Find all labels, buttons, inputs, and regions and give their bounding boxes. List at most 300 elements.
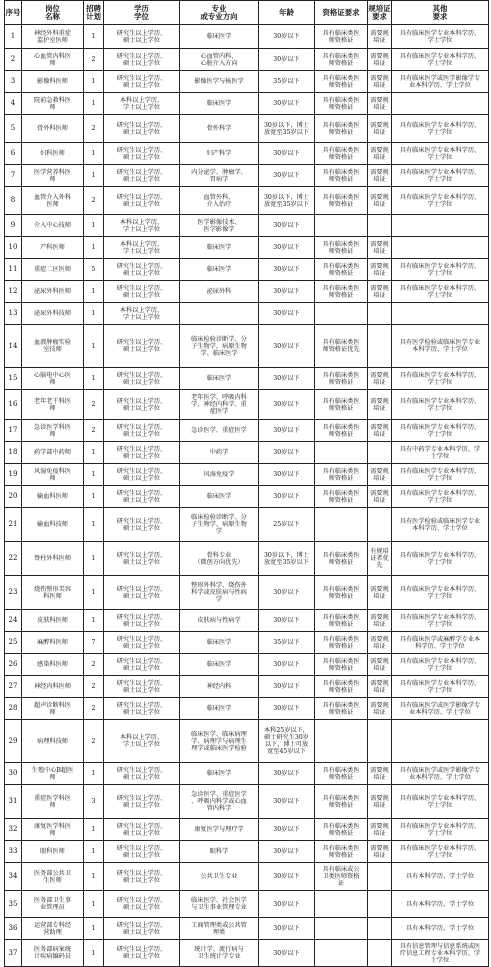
- major-requirement: 妇产科学: [180, 143, 259, 165]
- post-name: 生殖中心B超医 师: [22, 763, 84, 785]
- certificate-requirement: 具有临床类医 师资格证: [315, 632, 368, 654]
- major-requirement: [180, 303, 259, 325]
- age-requirement: 30岁以下，博士 放宽至35岁以下: [259, 542, 315, 576]
- row-number: 9: [5, 215, 22, 237]
- major-requirement: 整形外科学、烧伤外 科学或皮肤病与性病 学: [180, 576, 259, 610]
- recruitment-table: [4, 0, 489, 967]
- major-requirement: 临床医学: [180, 632, 259, 654]
- post-name: 血管介入外科 医师: [22, 187, 84, 215]
- major-requirement: 临床医学: [180, 93, 259, 115]
- hiring-plan: 1: [84, 442, 104, 464]
- table-row: [5, 187, 489, 215]
- other-requirement: 具有本科学历、学士学位: [392, 891, 489, 918]
- row-number: 32: [5, 819, 22, 841]
- other-requirement: 具有临床医学专业本科学历、 学士学位: [392, 49, 489, 71]
- education-requirement: 研究生以上学历、 硕士以上学位: [104, 841, 180, 863]
- age-requirement: 35岁以下: [259, 71, 315, 93]
- post-name: 麻醉科医师: [22, 632, 84, 654]
- table-row: [5, 215, 489, 237]
- training-certificate: 需要规 培证: [368, 165, 392, 187]
- post-name: 医务部病案统 计疾病编码员: [22, 940, 84, 967]
- education-requirement: 研究生以上学历、 硕士以上学位: [104, 187, 180, 215]
- hiring-plan: 1: [84, 143, 104, 165]
- header-education: 学历 学位: [104, 1, 180, 25]
- education-requirement: 研究生以上学历、 硕士以上学位: [104, 71, 180, 93]
- major-requirement: 急诊医学、重症医学: [180, 420, 259, 442]
- certificate-requirement: 具有临床类医 师资格证: [315, 542, 368, 576]
- certificate-requirement: [315, 720, 368, 763]
- recruitment-table-container: [4, 0, 488, 967]
- certificate-requirement: 具有临床类医 师资格证: [315, 698, 368, 720]
- certificate-requirement: [315, 940, 368, 967]
- table-row: [5, 918, 489, 940]
- training-certificate: 需要规 培证: [368, 576, 392, 610]
- table-row: [5, 785, 489, 819]
- training-certificate: 需要规 培证: [368, 676, 392, 698]
- certificate-requirement: 具有临床类医 师资格证: [315, 486, 368, 508]
- education-requirement: 研究生以上学历、 硕士以上学位: [104, 25, 180, 49]
- training-certificate: 需要规 培证: [368, 93, 392, 115]
- training-certificate: 有规培 证者优 先: [368, 542, 392, 576]
- training-certificate: 需要规 培证: [368, 281, 392, 303]
- other-requirement: 具有信息管理与信息系统或医 疗信息工程专业本科学历、学 士学位: [392, 940, 489, 967]
- certificate-requirement: 具有临床类医 师资格证: [315, 25, 368, 49]
- age-requirement: 30岁以下: [259, 891, 315, 918]
- other-requirement: 具有本科学历、学士学位: [392, 918, 489, 940]
- education-requirement: 研究生以上学历、 硕士以上学位: [104, 165, 180, 187]
- major-requirement: 临床医学、社会医学 与卫生事业管理专业: [180, 891, 259, 918]
- other-requirement: 具有临床医学或医学影像学专 业本科学历、学士学位: [392, 698, 489, 720]
- table-row: [5, 720, 489, 763]
- certificate-requirement: 具有临床类医 师资格证: [315, 785, 368, 819]
- header-post: 岗位 名称: [22, 1, 84, 25]
- age-requirement: 35岁以下: [259, 632, 315, 654]
- row-number: 5: [5, 115, 22, 143]
- major-requirement: 风湿免疫学: [180, 464, 259, 486]
- major-requirement: 医学影像技术、 医学影像学: [180, 215, 259, 237]
- major-requirement: 骨外科学: [180, 115, 259, 143]
- post-name: 院前急救科医 师: [22, 93, 84, 115]
- table-row: [5, 632, 489, 654]
- post-name: 风湿免疫科医 师: [22, 464, 84, 486]
- certificate-requirement: [315, 303, 368, 325]
- post-name: 运营部专科经 营助理: [22, 918, 84, 940]
- other-requirement: 具有临床医学或麻醉学专业本 科学历、学士学位: [392, 632, 489, 654]
- header-major: 专业 或专业方向: [180, 1, 259, 25]
- row-number: 22: [5, 542, 22, 576]
- other-requirement: 具有临床医学专业本科学历、 学士学位: [392, 143, 489, 165]
- post-name: 医务部公共卫 生医师: [22, 863, 84, 891]
- certificate-requirement: 具有临床类医 师资格证: [315, 187, 368, 215]
- education-requirement: 研究生以上学历、 硕士以上学位: [104, 576, 180, 610]
- age-requirement: 30岁以下: [259, 863, 315, 891]
- age-requirement: 30岁以下: [259, 281, 315, 303]
- training-certificate: 需要规 培证: [368, 143, 392, 165]
- table-row: [5, 93, 489, 115]
- age-requirement: 30岁以下: [259, 763, 315, 785]
- table-row: [5, 863, 489, 891]
- hiring-plan: 5: [84, 259, 104, 281]
- age-requirement: 30岁以下: [259, 368, 315, 390]
- training-certificate: 需要规 培证: [368, 368, 392, 390]
- education-requirement: 研究生以上学历、 硕士以上学位: [104, 698, 180, 720]
- major-requirement: 血管外科、 介入治疗: [180, 187, 259, 215]
- age-requirement: 30岁以下: [259, 420, 315, 442]
- post-name: 血液肿瘤实验 室技师: [22, 325, 84, 368]
- row-number: 4: [5, 93, 22, 115]
- age-requirement: 30岁以下: [259, 918, 315, 940]
- education-requirement: 研究生以上学历、 硕士以上学位: [104, 632, 180, 654]
- education-requirement: 本科以上学历、 学士以上学位: [104, 720, 180, 763]
- education-requirement: 本科以上学历、 学士以上学位: [104, 93, 180, 115]
- hiring-plan: 1: [84, 918, 104, 940]
- other-requirement: [392, 237, 489, 259]
- row-number: 26: [5, 654, 22, 676]
- training-certificate: 需要规 培证: [368, 237, 392, 259]
- age-requirement: 30岁以下: [259, 237, 315, 259]
- hiring-plan: 1: [84, 237, 104, 259]
- certificate-requirement: [315, 215, 368, 237]
- row-number: 3: [5, 71, 22, 93]
- major-requirement: 急诊医学、重症医学 、呼吸内科学或心血 管内科学: [180, 785, 259, 819]
- hiring-plan: 1: [84, 819, 104, 841]
- hiring-plan: 1: [84, 464, 104, 486]
- row-number: 31: [5, 785, 22, 819]
- major-requirement: 老年医学、呼吸内科 学、神经内科学、重 症医学: [180, 390, 259, 420]
- age-requirement: 30岁以下: [259, 654, 315, 676]
- hiring-plan: 1: [84, 763, 104, 785]
- training-certificate: 需要规 培证: [368, 610, 392, 632]
- hiring-plan: 2: [84, 390, 104, 420]
- table-row: [5, 237, 489, 259]
- other-requirement: 具有临床医学专业本科学历、 学士学位: [392, 486, 489, 508]
- table-row: [5, 763, 489, 785]
- table-body: [5, 25, 489, 967]
- major-requirement: 临床检验诊断学、分 子生物学、病原生物 学: [180, 508, 259, 542]
- certificate-requirement: 具有临床类医 师资格证: [315, 71, 368, 93]
- row-number: 29: [5, 720, 22, 763]
- hiring-plan: 1: [84, 841, 104, 863]
- post-name: 妇科医师: [22, 143, 84, 165]
- major-requirement: 临床医学: [180, 654, 259, 676]
- row-number: 35: [5, 891, 22, 918]
- hiring-plan: 2: [84, 420, 104, 442]
- age-requirement: 25岁以下: [259, 508, 315, 542]
- major-requirement: 临床医学: [180, 486, 259, 508]
- major-requirement: 皮肤病与性病学: [180, 610, 259, 632]
- post-name: 神经内科医师: [22, 676, 84, 698]
- post-name: 皮肤科医师: [22, 610, 84, 632]
- table-row: [5, 486, 489, 508]
- age-requirement: 30岁以下: [259, 486, 315, 508]
- training-certificate: 需要规 培证: [368, 187, 392, 215]
- education-requirement: 研究生以上学历、 硕士以上学位: [104, 940, 180, 967]
- age-requirement: 30岁以下: [259, 215, 315, 237]
- hiring-plan: 1: [84, 863, 104, 891]
- row-number: 18: [5, 442, 22, 464]
- table-row: [5, 368, 489, 390]
- hiring-plan: 1: [84, 576, 104, 610]
- training-certificate: 需要规 培证: [368, 390, 392, 420]
- other-requirement: 具有临床医学或医学影像学专 业本科学历、学士学位: [392, 763, 489, 785]
- row-number: 20: [5, 486, 22, 508]
- post-name: 超声诊断科医 师: [22, 698, 84, 720]
- certificate-requirement: [315, 891, 368, 918]
- education-requirement: 研究生以上学历、 硕士以上学位: [104, 819, 180, 841]
- table-row: [5, 542, 489, 576]
- row-number: 30: [5, 763, 22, 785]
- table-row: [5, 442, 489, 464]
- major-requirement: 内分泌学、肿瘤学、 胃病学: [180, 165, 259, 187]
- row-number: 12: [5, 281, 22, 303]
- age-requirement: 30岁以下: [259, 940, 315, 967]
- major-requirement: 临床医学: [180, 25, 259, 49]
- training-certificate: [368, 303, 392, 325]
- table-row: [5, 576, 489, 610]
- row-number: 7: [5, 165, 22, 187]
- training-certificate: 需要规 培证: [368, 486, 392, 508]
- age-requirement: 30岁以下: [259, 819, 315, 841]
- training-certificate: [368, 325, 392, 368]
- certificate-requirement: 具有临床类医 师资格证: [315, 819, 368, 841]
- training-certificate: 需要规 培证: [368, 464, 392, 486]
- education-requirement: 研究生以上学历、 硕士以上学位: [104, 763, 180, 785]
- hiring-plan: 1: [84, 281, 104, 303]
- table-row: [5, 841, 489, 863]
- age-requirement: 30岁以下: [259, 259, 315, 281]
- major-requirement: 骨科专业 （微创方向优先）: [180, 542, 259, 576]
- table-row: [5, 508, 489, 542]
- header-no: 序号: [5, 1, 22, 25]
- post-name: 重症医学科医 师: [22, 785, 84, 819]
- certificate-requirement: 具有临床类医 师资格证: [315, 259, 368, 281]
- major-requirement: 中药学: [180, 442, 259, 464]
- hiring-plan: 1: [84, 508, 104, 542]
- post-name: 重症二区医师: [22, 259, 84, 281]
- other-requirement: 具有临床医学专业本科学历、 学士学位: [392, 542, 489, 576]
- table-row: [5, 281, 489, 303]
- row-number: 21: [5, 508, 22, 542]
- training-certificate: [368, 442, 392, 464]
- certificate-requirement: 具有临床类医 师资格证: [315, 281, 368, 303]
- training-certificate: [368, 215, 392, 237]
- other-requirement: 具有临床医学专业本科学历、 学士学位: [392, 785, 489, 819]
- certificate-requirement: 具有临床类医 师资格证: [315, 676, 368, 698]
- hiring-plan: 2: [84, 720, 104, 763]
- post-name: 眼科医师: [22, 841, 84, 863]
- other-requirement: 具有临床医学专业本科学历、 学士学位: [392, 165, 489, 187]
- training-certificate: 需要规 培证: [368, 632, 392, 654]
- education-requirement: 研究生以上学历、 硕士以上学位: [104, 49, 180, 71]
- training-certificate: 需要规 培证: [368, 71, 392, 93]
- table-row: [5, 940, 489, 967]
- age-requirement: 30岁以下: [259, 442, 315, 464]
- age-requirement: 30岁以下: [259, 165, 315, 187]
- age-requirement: 30岁以下: [259, 390, 315, 420]
- training-certificate: [368, 940, 392, 967]
- age-requirement: 30岁以下: [259, 785, 315, 819]
- hiring-plan: 1: [84, 93, 104, 115]
- hiring-plan: 1: [84, 71, 104, 93]
- table-row: [5, 464, 489, 486]
- major-requirement: 康复医学与理疗学: [180, 819, 259, 841]
- row-number: 13: [5, 303, 22, 325]
- training-certificate: 需要规 培证: [368, 763, 392, 785]
- post-name: 神经外科重症 监护室医师: [22, 25, 84, 49]
- hiring-plan: 7: [84, 632, 104, 654]
- certificate-requirement: 具有临床类医 师资格证: [315, 420, 368, 442]
- training-certificate: 需要规 培证: [368, 654, 392, 676]
- post-name: 医学营养科医 师: [22, 165, 84, 187]
- hiring-plan: 2: [84, 698, 104, 720]
- education-requirement: 研究生以上学历、 硕士以上学位: [104, 918, 180, 940]
- row-number: 33: [5, 841, 22, 863]
- age-requirement: 30岁以下: [259, 143, 315, 165]
- row-number: 14: [5, 325, 22, 368]
- hiring-plan: 3: [84, 785, 104, 819]
- post-name: 感染科医师: [22, 654, 84, 676]
- education-requirement: 研究生以上学历、 硕士以上学位: [104, 420, 180, 442]
- certificate-requirement: 具有临床类医 师资格证优先: [315, 325, 368, 368]
- post-name: 输血科医师: [22, 486, 84, 508]
- education-requirement: 研究生以上学历、 硕士以上学位: [104, 486, 180, 508]
- education-requirement: 研究生以上学历、 硕士以上学位: [104, 281, 180, 303]
- certificate-requirement: [315, 918, 368, 940]
- other-requirement: 具有本科学历、学士学位: [392, 863, 489, 891]
- table-row: [5, 676, 489, 698]
- table-row: [5, 654, 489, 676]
- education-requirement: 研究生以上学历、 硕士以上学位: [104, 610, 180, 632]
- major-requirement: 统计学、流行病与 卫生统计学专业: [180, 940, 259, 967]
- other-requirement: 具有医学检验或临床医学专业 本科学历、学士学位: [392, 508, 489, 542]
- other-requirement: 具有临床医学专业本科学历、 学士学位: [392, 841, 489, 863]
- major-requirement: 临床医学: [180, 698, 259, 720]
- table-row: [5, 25, 489, 49]
- table-row: [5, 325, 489, 368]
- row-number: 19: [5, 464, 22, 486]
- age-requirement: 30岁以下，博士 放宽至35岁以下: [259, 115, 315, 143]
- hiring-plan: 2: [84, 676, 104, 698]
- other-requirement: 具有临床医学专业本科学历、 学士学位: [392, 368, 489, 390]
- major-requirement: 心血管内科、 心脏介入方向: [180, 49, 259, 71]
- other-requirement: 具有临床医学专业本科学历、 学士学位: [392, 420, 489, 442]
- post-name: 心脑电中心医 师: [22, 368, 84, 390]
- other-requirement: 具有中药学专业本科学历、学 士学位: [392, 442, 489, 464]
- table-row: [5, 891, 489, 918]
- row-number: 27: [5, 676, 22, 698]
- row-number: 28: [5, 698, 22, 720]
- major-requirement: 临床医学: [180, 237, 259, 259]
- row-number: 11: [5, 259, 22, 281]
- header-certificate: 资格证要求: [315, 1, 368, 25]
- post-name: 产科医师: [22, 237, 84, 259]
- hiring-plan: 1: [84, 165, 104, 187]
- training-certificate: [368, 918, 392, 940]
- education-requirement: 研究生以上学历、 硕士以上学位: [104, 325, 180, 368]
- education-requirement: 研究生以上学历、 硕士以上学位: [104, 368, 180, 390]
- other-requirement: 具有临床医学专业本科学历、 学士学位: [392, 259, 489, 281]
- table-header-row: [5, 1, 489, 25]
- major-requirement: 公共卫生专业: [180, 863, 259, 891]
- other-requirement: 具有临床医学专业本科学历、 学士学位: [392, 654, 489, 676]
- training-certificate: 需要规 培证: [368, 841, 392, 863]
- table-row: [5, 610, 489, 632]
- training-certificate: 需要规 培证: [368, 420, 392, 442]
- training-certificate: [368, 891, 392, 918]
- major-requirement: 泌尿外科: [180, 281, 259, 303]
- hiring-plan: 1: [84, 325, 104, 368]
- hiring-plan: 1: [84, 542, 104, 576]
- major-requirement: 神经内科: [180, 676, 259, 698]
- hiring-plan: 1: [84, 25, 104, 49]
- education-requirement: 研究生以上学历、 硕士以上学位: [104, 390, 180, 420]
- major-requirement: 眼科学: [180, 841, 259, 863]
- row-number: 10: [5, 237, 22, 259]
- training-certificate: [368, 508, 392, 542]
- education-requirement: 本科以上学历、 学士以上学位: [104, 303, 180, 325]
- header-other: 其他 要求: [392, 1, 489, 25]
- post-name: 康复医学科医 师: [22, 819, 84, 841]
- age-requirement: 30岁以下，博士 放宽至35岁以下: [259, 187, 315, 215]
- hiring-plan: 1: [84, 891, 104, 918]
- major-requirement: 临床医学: [180, 368, 259, 390]
- post-name: 骨外科医师: [22, 115, 84, 143]
- age-requirement: 30岁以下: [259, 303, 315, 325]
- age-requirement: 30岁以下: [259, 676, 315, 698]
- major-requirement: 临床医学: [180, 763, 259, 785]
- hiring-plan: 2: [84, 115, 104, 143]
- other-requirement: [392, 303, 489, 325]
- table-row: [5, 420, 489, 442]
- certificate-requirement: 具有临床类医 师资格证: [315, 237, 368, 259]
- row-number: 8: [5, 187, 22, 215]
- row-number: 2: [5, 49, 22, 71]
- other-requirement: 具有临床医学专业本科学历、 学士学位: [392, 676, 489, 698]
- education-requirement: 研究生以上学历、 硕士以上学位: [104, 542, 180, 576]
- other-requirement: 具有临床医学专业本科学历、 学士学位: [392, 610, 489, 632]
- age-requirement: 30岁以下: [259, 93, 315, 115]
- row-number: 23: [5, 576, 22, 610]
- other-requirement: [392, 215, 489, 237]
- education-requirement: 研究生以上学历、 硕士以上学位: [104, 115, 180, 143]
- training-certificate: 需要规 培证: [368, 25, 392, 49]
- certificate-requirement: 具有临床类医 师资格证: [315, 654, 368, 676]
- table-row: [5, 143, 489, 165]
- major-requirement: 影像医学与核医学: [180, 71, 259, 93]
- other-requirement: 具有医学检验或临床医学专业 本科学历、学士学位: [392, 325, 489, 368]
- post-name: 影像科医师: [22, 71, 84, 93]
- certificate-requirement: 具有临床类医 师资格证: [315, 93, 368, 115]
- hiring-plan: 1: [84, 940, 104, 967]
- row-number: 6: [5, 143, 22, 165]
- hiring-plan: 2: [84, 49, 104, 71]
- age-requirement: 30岁以下: [259, 325, 315, 368]
- table-row: [5, 390, 489, 420]
- certificate-requirement: 具有临床类医 师资格证: [315, 368, 368, 390]
- hiring-plan: 1: [84, 368, 104, 390]
- age-requirement: 30岁以下: [259, 841, 315, 863]
- row-number: 25: [5, 632, 22, 654]
- other-requirement: 具有临床医学专业本科学历、 学士学位: [392, 390, 489, 420]
- post-name: 病理科技师: [22, 720, 84, 763]
- other-requirement: 具有临床医学或医学影像学专 业本科学历、学士学位: [392, 71, 489, 93]
- major-requirement: 临床医学、临床病理 学、病理学与病理生 理学或临床医学检验: [180, 720, 259, 763]
- certificate-requirement: 具有临床类医 师资格证: [315, 49, 368, 71]
- post-name: 泌尿外科医师: [22, 281, 84, 303]
- training-certificate: [368, 720, 392, 763]
- certificate-requirement: [315, 442, 368, 464]
- age-requirement: 30岁以下: [259, 25, 315, 49]
